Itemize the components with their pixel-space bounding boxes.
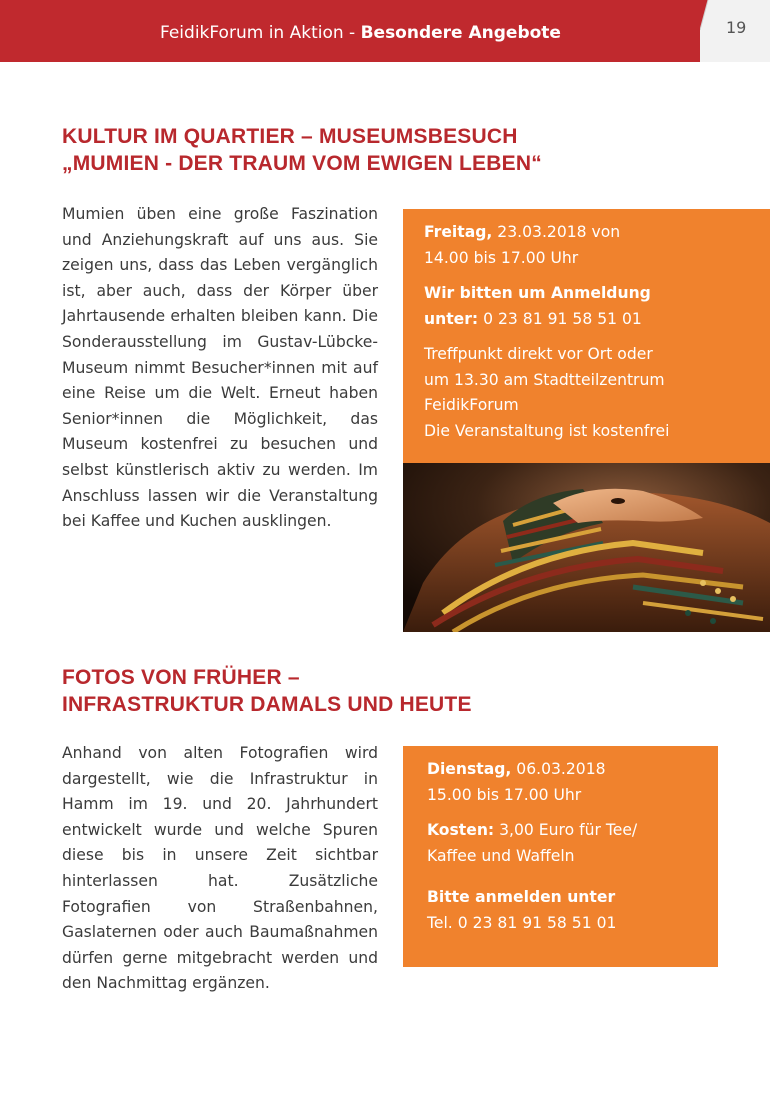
event2-title [62, 664, 472, 718]
mummy-illustration [403, 463, 770, 632]
event1-day: Freitag, [424, 223, 493, 241]
event2-title-line2: INFRASTRUKTUR DAMALS UND HEUTE [62, 693, 472, 716]
event1-time: 14.00 bis 17.00 Uhr [424, 248, 579, 267]
event1-description: Mumien üben eine große Faszination und Anziehungskraft auf uns aus. Sie zeigen uns, dass das Leben vergänglich ist, aber auch, dass der Körper über Jahrtausende erhalten bleiben kann. Die Sonderausstellung im Gustav-Lübcke-Museum nimmt Besucher*innen mit auf eine Reise um die Welt. Erneut haben Senior*innen die Möglichkeit, das Museum kostenfrei zu besuchen und selbst künstlerisch aktiv zu werden. Im Anschluss lassen wir die Veranstaltung bei Kaffee und Kuchen ausklingen. [62, 205, 378, 531]
mummy-sarcophagus-photo [403, 463, 770, 632]
event2-day: Dienstag, [427, 760, 512, 778]
event2-phone: Tel. 0 23 81 91 58 51 01 [427, 913, 617, 932]
event2-date [427, 757, 718, 783]
event1-title [62, 123, 542, 177]
event2-cost-line2: Kaffee und Waffeln [427, 846, 575, 865]
event2-time: 15.00 bis 17.00 Uhr [427, 785, 582, 804]
event2-cost-value: 3,00 Euro für Tee/ [494, 821, 638, 839]
event1-phone-label: unter: [424, 309, 479, 328]
event1-title-line2: „MUMIEN - DER TRAUM VOM EWIGEN LEBEN“ [62, 152, 542, 175]
event2-info-box [403, 746, 718, 967]
header-subsection: Besondere Angebote [360, 23, 561, 43]
event1-date-value: 23.03.2018 von [492, 223, 621, 241]
event2-registration-label: Bitte anmelden unter [427, 888, 616, 906]
event1-cost-note: Die Veranstaltung ist kostenfrei [424, 421, 670, 440]
event1-meeting-line2: um 13.30 am Stadtteilzentrum [424, 370, 665, 389]
header-section: FeidikForum in Aktion - [160, 23, 361, 43]
header-title [160, 23, 561, 43]
event1-phone [424, 307, 770, 333]
event1-info-box [403, 209, 770, 463]
event2-registration [427, 885, 718, 911]
event1-registration [424, 281, 770, 307]
event1-meeting-line1: Treffpunkt direkt vor Ort oder [424, 345, 653, 363]
page-header [0, 0, 770, 62]
event1-registration-label: Wir bitten um Anmeldung [424, 284, 651, 302]
event1-phone-number: 0 23 81 91 58 51 01 [478, 309, 642, 328]
event2-date-value: 06.03.2018 [511, 760, 606, 778]
page-number: 19 [726, 18, 747, 37]
event2-cost-label: Kosten: [427, 821, 495, 839]
event1-date [424, 220, 770, 246]
event2-cost [427, 818, 718, 844]
page-number-tab [700, 0, 770, 62]
event2-description: Anhand von alten Fotografien wird dargestellt, wie die Infrastruktur in Hamm im 19. und 20. Jahrhundert entwickelt wurde und welche Spuren diese bis in unsere Zeit sichtbar hinterlassen hat. Zusätzliche Fotografien von Straßenbahnen, Gaslaternen oder auch Baumaßnahmen dürfen gerne mitgebracht werden und den Nachmittag ergänzen. [62, 744, 378, 993]
event2-title-line1: FOTOS VON FRÜHER – [62, 666, 300, 689]
event1-title-line1: KULTUR IM QUARTIER – MUSEUMSBESUCH [62, 125, 518, 148]
event1-meeting-line3: FeidikForum [424, 396, 519, 414]
